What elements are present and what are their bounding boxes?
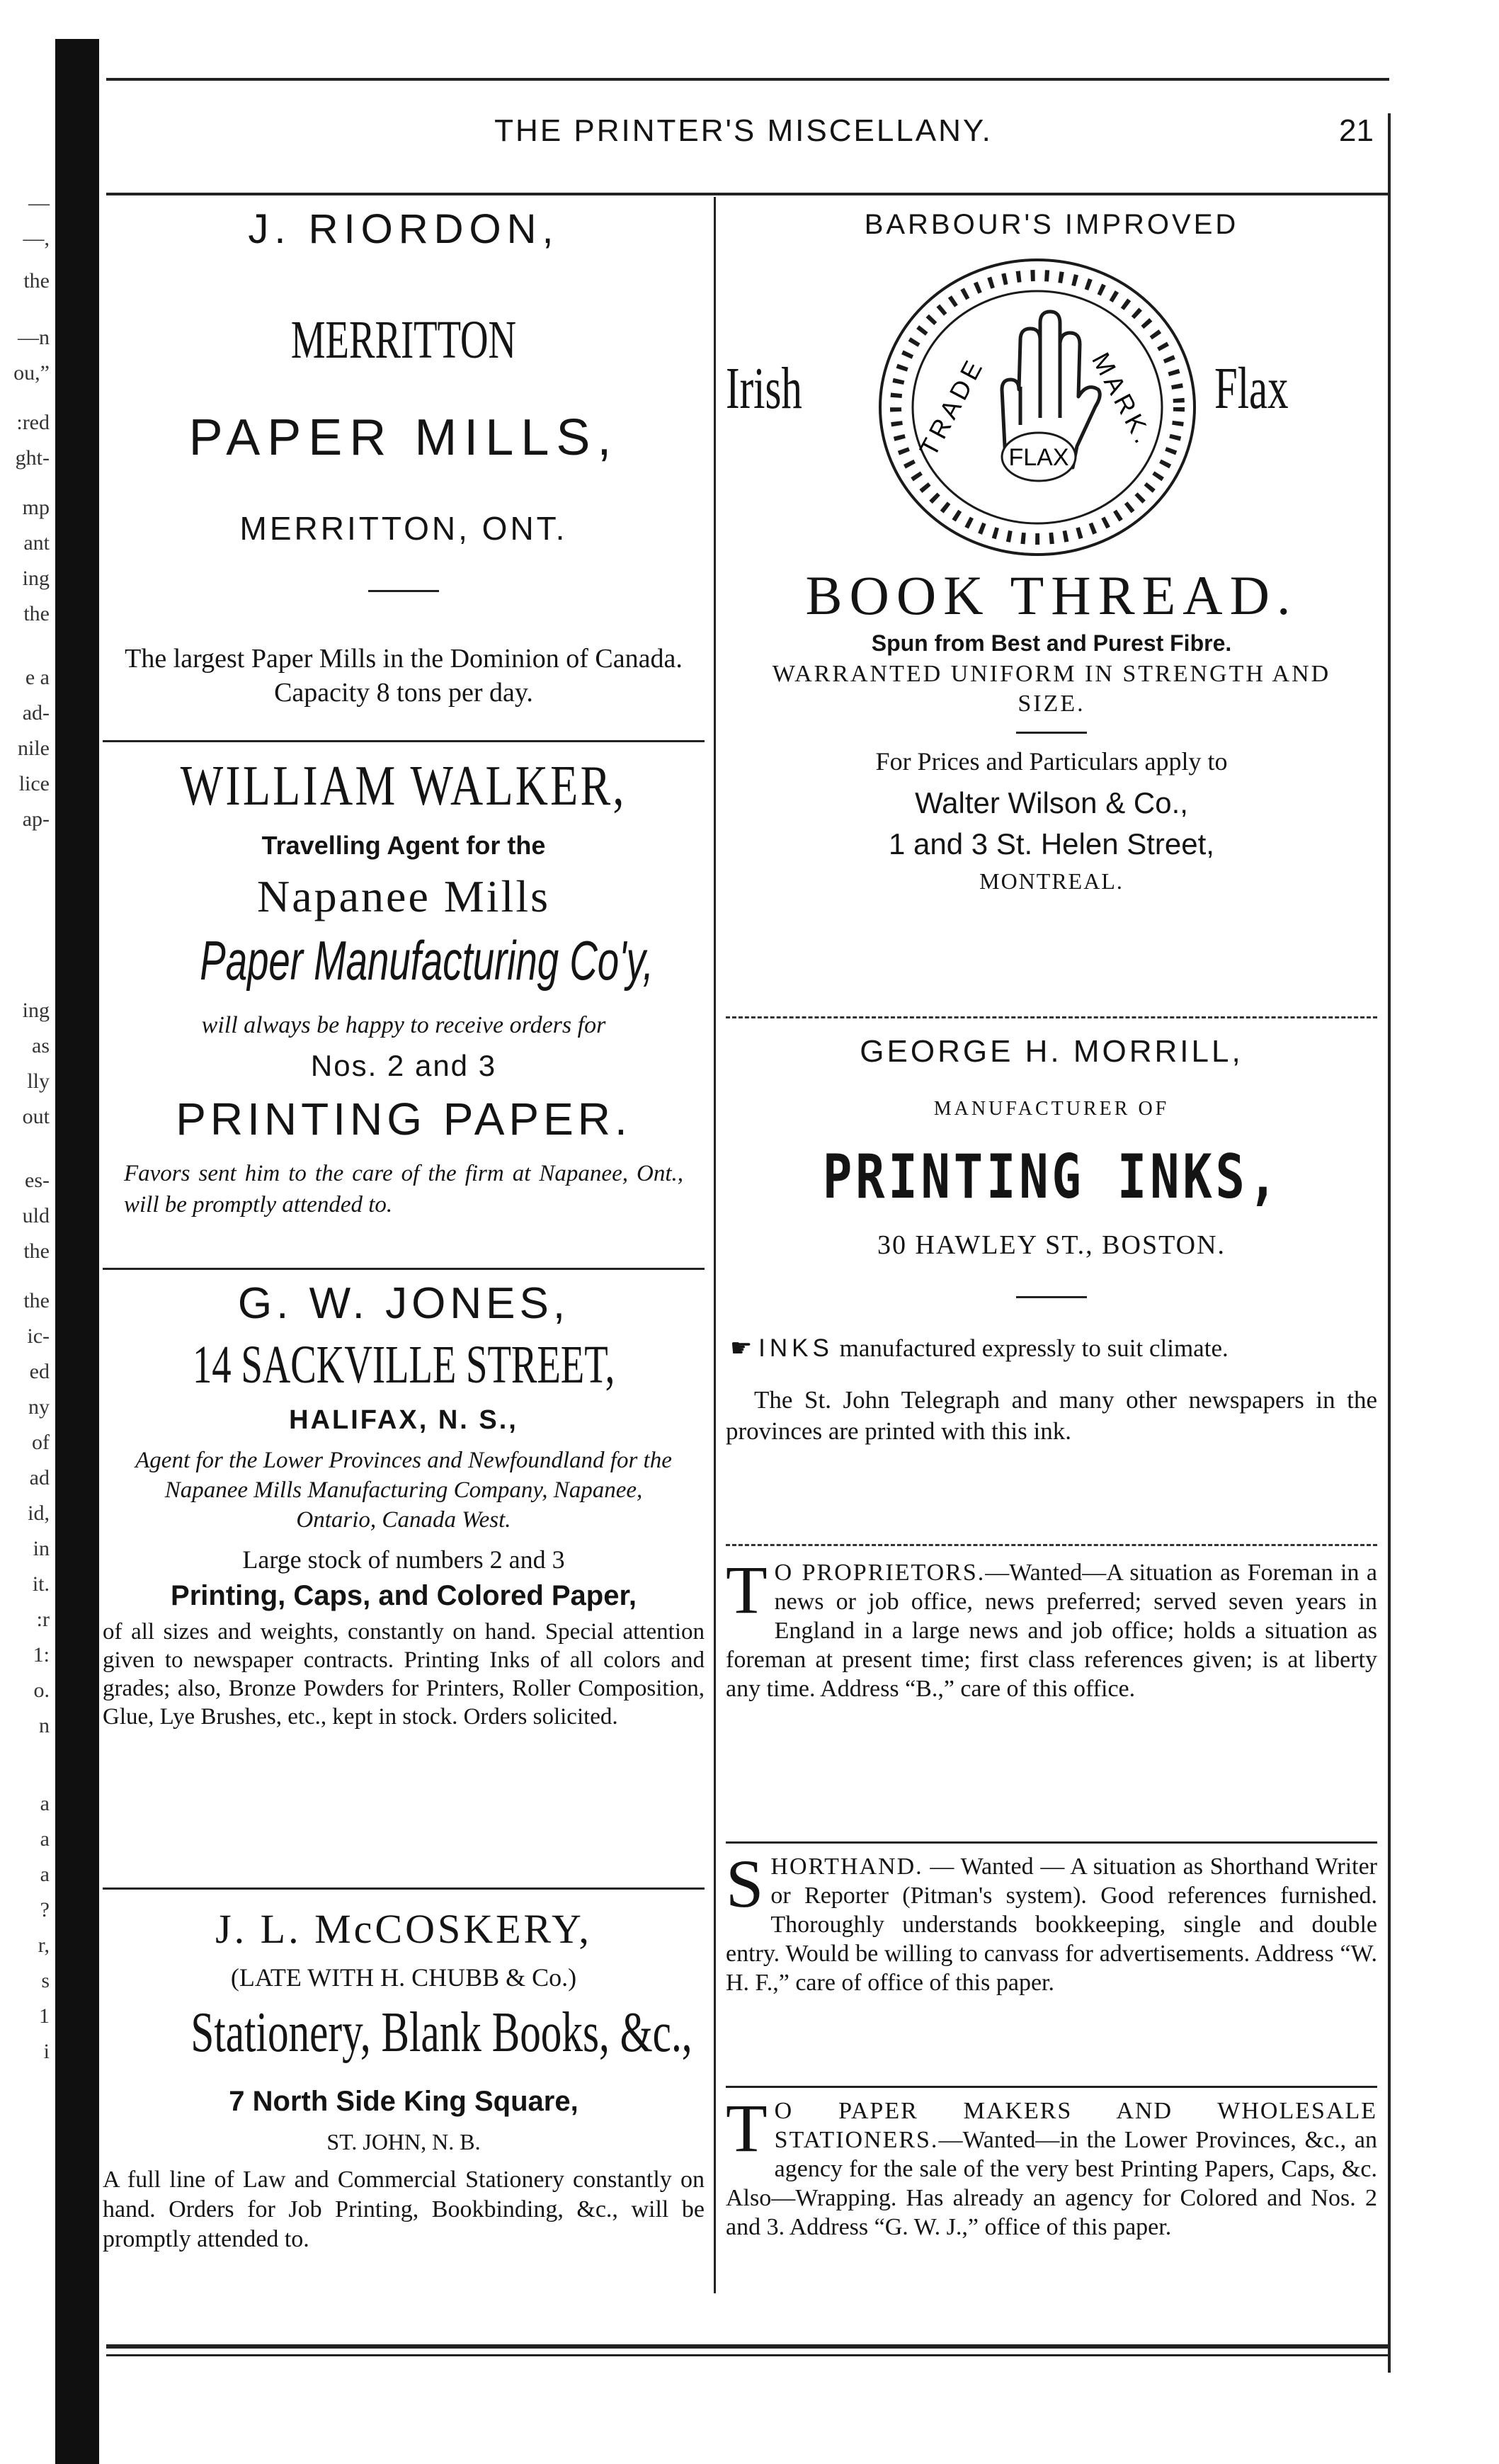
barbour-spun: Spun from Best and Purest Fibre. xyxy=(871,630,1232,656)
margin-fragment: out xyxy=(22,1105,50,1128)
proprietors-lead: O PROPRIETORS. xyxy=(774,1560,986,1586)
margin-fragment: the xyxy=(23,269,50,293)
barbour-heading: BARBOUR'S IMPROVED xyxy=(864,209,1239,240)
margin-fragment: — xyxy=(28,191,50,215)
margin-fragment: id, xyxy=(28,1501,50,1525)
mccoskery-body: A full line of Law and Commercial Stationery constantly on hand. Orders for Job Printing, Bookbinding, &c., will be promptly attended to. xyxy=(103,2167,705,2252)
margin-fragment: it. xyxy=(32,1572,50,1596)
margin-fragment: a xyxy=(40,1792,50,1815)
page-number: 21 xyxy=(1339,113,1374,148)
margin-fragment: 1: xyxy=(33,1643,50,1667)
morrill-ad xyxy=(726,1034,1377,1447)
ad-separator xyxy=(726,1544,1377,1546)
running-title: THE PRINTER'S MISCELLANY. xyxy=(494,113,993,148)
margin-fragment: i xyxy=(43,2040,50,2063)
seal-right-text: MARK. xyxy=(1086,347,1160,452)
margin-fragment: —n xyxy=(18,326,50,349)
margin-fragment: a xyxy=(40,1827,50,1851)
right-border-rule xyxy=(1388,113,1391,2373)
jones-ad xyxy=(103,1278,705,1731)
morrill-inks-lead: INKS xyxy=(758,1334,833,1362)
riordon-body: The largest Paper Mills in the Dominion of Canada. Capacity 8 tons per day. xyxy=(125,644,683,708)
margin-fragment: ny xyxy=(28,1395,50,1419)
barbour-street: 1 and 3 St. Helen Street, xyxy=(889,827,1214,861)
proprietors-body: —Wanted—A situation as Foreman in a news or job office, news preferred; served seven years in England in a large news and job office; holds a situation as foreman at present time; first class references given; is at liberty any time. Address “B.,” care of this office. xyxy=(726,1560,1378,1702)
papermakers-body: —Wanted—in the Lower Provinces, &c., an agency for the sale of the very best Printing Papers, Caps, &c. Also—Wrapping. Has already an agency for Colored and Nos. 2 and 3. Address “G. W. J.,” office of this paper. xyxy=(726,2127,1377,2240)
walker-mills: Napanee Mills xyxy=(257,871,550,921)
barbour-ad xyxy=(726,209,1377,895)
margin-fragment: ou,” xyxy=(13,361,50,385)
margin-fragment: lly xyxy=(27,1069,50,1093)
margin-fragment: the xyxy=(23,1289,50,1312)
barbour-product: BOOK THREAD. xyxy=(805,564,1298,626)
morrill-name: GEORGE H. MORRILL, xyxy=(860,1034,1243,1069)
trade-mark-seal xyxy=(874,255,1200,560)
proprietors-notice xyxy=(726,1552,1378,1703)
margin-fragment: the xyxy=(23,1239,50,1263)
margin-fragment: e a xyxy=(25,666,50,689)
mccoskery-goods: Stationery, Blank Books, &c., xyxy=(190,2002,692,2064)
mccoskery-late: (LATE WITH H. CHUBB & Co.) xyxy=(230,1963,577,1992)
barbour-warranted: WARRANTED UNIFORM IN STRENGTH AND SIZE. xyxy=(772,661,1331,717)
papermakers-notice xyxy=(726,2090,1377,2242)
margin-fragment: ad xyxy=(29,1466,50,1489)
margin-fragment: :red xyxy=(16,411,50,434)
margin-fragment: nile xyxy=(18,737,50,760)
margin-fragment: 1 xyxy=(39,2004,50,2028)
shorthand-dropcap: S xyxy=(726,1846,764,1921)
jones-name: G. W. JONES, xyxy=(237,1279,570,1328)
margin-fragment: lice xyxy=(18,772,50,795)
trade-mark-block xyxy=(726,255,1377,560)
papermakers-dropcap: T xyxy=(726,2090,768,2166)
shorthand-notice xyxy=(726,1846,1377,1997)
walker-nos: Nos. 2 and 3 xyxy=(310,1049,497,1082)
mccoskery-city: ST. JOHN, N. B. xyxy=(326,2129,481,2154)
shorthand-body: — Wanted — A situation as Shorthand Writer or Reporter (Pitman's system). Good references furnished. Thoroughly understands bookkeeping, single and double entry. Would be willing to canvass for advertisements. Address “W. H. F.,” care of office of this paper. xyxy=(726,1853,1377,1996)
walker-company: Paper Manufacturing Co'y, xyxy=(200,929,654,992)
shorthand-lead: HORTHAND. xyxy=(770,1853,923,1880)
page-header xyxy=(113,113,1374,163)
page-binding-shadow xyxy=(55,39,99,2464)
margin-fragment: ? xyxy=(40,1898,50,1921)
morrill-role: MANUFACTURER OF xyxy=(933,1098,1170,1120)
walker-favors: Favors sent him to the care of the firm at Napanee, Ont., will be promptly attended to. xyxy=(124,1161,683,1217)
margin-fragment: mp xyxy=(22,496,50,519)
barbour-word-flax: Flax xyxy=(1214,356,1289,421)
margin-fragment: in xyxy=(33,1537,50,1560)
margin-fragment: of xyxy=(32,1431,50,1454)
ad-separator xyxy=(103,1268,705,1270)
ad-separator xyxy=(103,740,705,742)
walker-orders: will always be happy to receive orders for xyxy=(201,1012,606,1038)
morrill-inks-body: manufactured expressly to suit climate. xyxy=(839,1334,1229,1362)
mccoskery-name: J. L. McCOSKERY, xyxy=(215,1906,592,1952)
top-border-rule xyxy=(106,78,1389,81)
margin-fragment: a xyxy=(40,1863,50,1886)
margin-fragment: ap- xyxy=(22,807,50,831)
ad-separator xyxy=(103,1887,705,1890)
column-divider xyxy=(714,197,716,2293)
walker-ad xyxy=(103,754,705,1220)
margin-fragment: s xyxy=(41,1969,50,1992)
barbour-city: MONTREAL. xyxy=(979,868,1124,894)
margin-fragment: es- xyxy=(25,1169,50,1192)
barbour-agent: Walter Wilson & Co., xyxy=(915,786,1188,819)
walker-product: PRINTING PAPER. xyxy=(176,1094,632,1145)
margin-fragment: ed xyxy=(29,1360,50,1383)
mccoskery-address: 7 North Side King Square, xyxy=(229,2086,578,2117)
margin-fragment: ght- xyxy=(15,446,50,470)
riordon-location: MERRITTON, ONT. xyxy=(239,510,568,547)
barbour-word-irish: Irish xyxy=(726,356,802,421)
jones-agent: Agent for the Lower Provinces and Newfoundland for the Napanee Mills Manufacturing Company, Napanee, Ontario, Canada West. xyxy=(135,1448,672,1533)
pointing-hand-icon: ☛ xyxy=(730,1334,753,1363)
morrill-address: 30 HAWLEY ST., BOSTON. xyxy=(877,1230,1226,1260)
ad-separator xyxy=(726,1016,1377,1018)
walker-name: WILLIAM WALKER, xyxy=(181,755,627,817)
mccoskery-ad xyxy=(103,1905,705,2254)
short-rule xyxy=(1016,732,1087,734)
margin-fragment: n xyxy=(39,1714,50,1737)
margin-fragment: :r xyxy=(36,1608,50,1631)
seal-center-text: FLAX xyxy=(1008,444,1069,471)
previous-page-margin xyxy=(0,163,50,2063)
bottom-border-rule xyxy=(106,2344,1389,2349)
margin-fragment: o. xyxy=(33,1679,50,1702)
margin-fragment: as xyxy=(32,1034,50,1057)
margin-fragment: ant xyxy=(23,531,50,555)
ad-separator xyxy=(726,1841,1377,1844)
seal-left-text: TRADE xyxy=(913,352,990,461)
riordon-place: MERRITTON xyxy=(290,310,517,370)
short-rule xyxy=(368,590,439,592)
jones-street: 14 SACKVILLE STREET, xyxy=(192,1335,615,1395)
margin-fragment: ing xyxy=(22,999,50,1022)
riordon-ad xyxy=(103,205,705,710)
walker-role: Travelling Agent for the xyxy=(261,831,546,860)
morrill-inks xyxy=(726,1334,1377,1363)
morrill-product: PRINTING INKS, xyxy=(822,1142,1281,1213)
margin-fragment: —, xyxy=(23,227,50,250)
margin-fragment: r, xyxy=(38,1934,50,1957)
margin-fragment: ing xyxy=(22,567,50,590)
ad-separator xyxy=(726,2086,1377,2088)
margin-fragment: uld xyxy=(22,1204,50,1227)
margin-fragment: ad- xyxy=(22,701,50,725)
margin-fragment: the xyxy=(23,602,50,625)
jones-products: Printing, Caps, and Colored Paper, xyxy=(171,1580,637,1611)
papermakers-lead: O PAPER MAKERS AND WHOLESALE STATIONERS. xyxy=(774,2098,1377,2153)
jones-body: of all sizes and weights, constantly on hand. Special attention given to newspaper contracts. Printing Inks of all colors and grades; also, Bronze Powders for Printers, Roller Composition, Glue, Lye Brushes, etc., kept in stock. Orders solicited. xyxy=(103,1619,705,1730)
jones-stock: Large stock of numbers 2 and 3 xyxy=(242,1545,565,1574)
morrill-telegraph: The St. John Telegraph and many other newspapers in the provinces are printed with this ink. xyxy=(726,1386,1377,1445)
bottom-border-rule-thin xyxy=(106,2354,1389,2356)
barbour-prices: For Prices and Particulars apply to xyxy=(875,747,1228,776)
short-rule xyxy=(1016,1296,1087,1298)
margin-fragment: ic- xyxy=(27,1324,50,1348)
riordon-name: J. RIORDON, xyxy=(248,206,559,252)
proprietors-dropcap: T xyxy=(726,1552,768,1628)
header-rule xyxy=(106,193,1389,195)
riordon-business: PAPER MILLS, xyxy=(188,409,619,466)
jones-city: HALIFAX, N. S., xyxy=(289,1405,518,1435)
